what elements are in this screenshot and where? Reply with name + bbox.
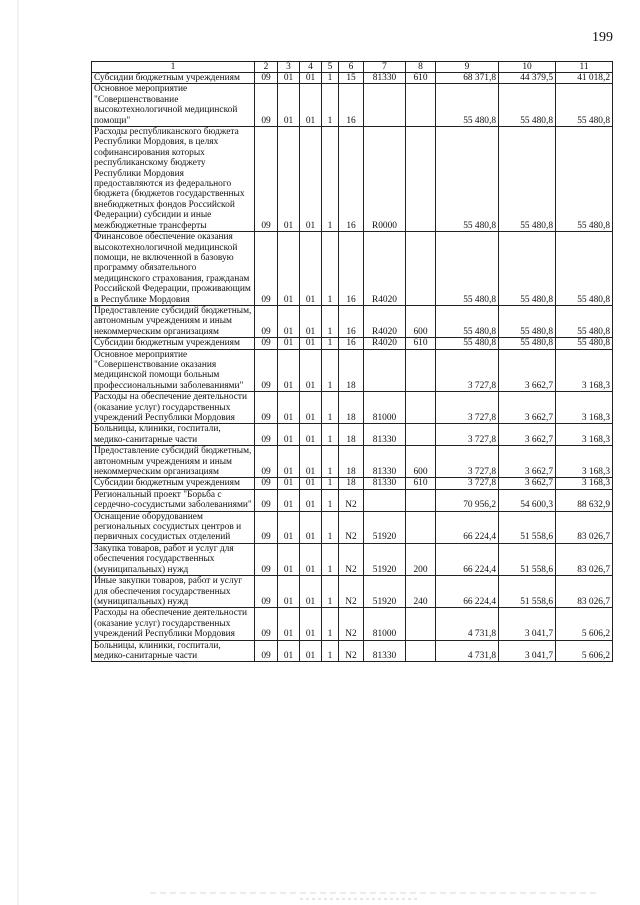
row-cell-c6: N2 [339, 608, 364, 640]
table-row [92, 543, 613, 575]
row-cell-c3: 01 [278, 640, 300, 662]
row-cell-c3: 01 [278, 608, 300, 640]
row-cell-c6: 16 [339, 305, 364, 337]
row-cell-c3: 01 [278, 73, 300, 84]
column-header: 5 [322, 62, 339, 73]
table-row [92, 232, 613, 306]
row-cell-c10: 55 480,8 [499, 127, 556, 232]
row-cell-c8 [406, 511, 436, 543]
row-cell-c7: R0000 [364, 127, 406, 232]
row-cell-c3: 01 [278, 511, 300, 543]
row-cell-c2: 09 [255, 127, 278, 232]
budget-table [91, 61, 613, 662]
row-cell-c9: 66 224,4 [436, 511, 499, 543]
row-cell-c11: 55 480,8 [556, 232, 613, 306]
table-row [92, 127, 613, 232]
row-cell-c9: 55 480,8 [436, 232, 499, 306]
row-cell-c11: 3 168,3 [556, 424, 613, 446]
row-cell-c7: 81000 [364, 608, 406, 640]
row-cell-c5: 1 [322, 127, 339, 232]
row-cell-c2: 09 [255, 305, 278, 337]
row-cell-c11: 83 026,7 [556, 543, 613, 575]
row-cell-c11: 88 632,9 [556, 489, 613, 511]
row-cell-c2: 09 [255, 576, 278, 608]
table-row [92, 392, 613, 424]
row-cell-c3: 01 [278, 478, 300, 489]
row-cell-c6: 18 [339, 349, 364, 392]
row-cell-c10: 55 480,8 [499, 305, 556, 337]
row-cell-c5: 1 [322, 392, 339, 424]
column-header: 8 [406, 62, 436, 73]
row-cell-c10: 3 662,7 [499, 478, 556, 489]
row-cell-c6: 18 [339, 478, 364, 489]
row-cell-c5: 1 [322, 305, 339, 337]
row-cell-c5: 1 [322, 349, 339, 392]
row-cell-c11: 83 026,7 [556, 511, 613, 543]
row-cell-c7: 81330 [364, 424, 406, 446]
row-cell-c6: 18 [339, 446, 364, 478]
row-cell-c8 [406, 424, 436, 446]
row-cell-c2: 09 [255, 84, 278, 127]
row-cell-c10: 3 662,7 [499, 446, 556, 478]
table-row [92, 576, 613, 608]
row-cell-c7: 81330 [364, 73, 406, 84]
row-cell-c2: 09 [255, 232, 278, 306]
table-row [92, 608, 613, 640]
column-header: 10 [499, 62, 556, 73]
row-cell-c11: 5 606,2 [556, 608, 613, 640]
table-row [92, 424, 613, 446]
column-header: 11 [556, 62, 613, 73]
row-cell-c7 [364, 349, 406, 392]
row-cell-c8 [406, 349, 436, 392]
row-cell-c6: 16 [339, 84, 364, 127]
row-cell-c11: 55 480,8 [556, 338, 613, 349]
row-cell-c5: 1 [322, 640, 339, 662]
row-cell-c6: N2 [339, 576, 364, 608]
row-cell-c6: N2 [339, 543, 364, 575]
row-cell-c3: 01 [278, 84, 300, 127]
row-cell-c8: 610 [406, 338, 436, 349]
row-cell-c3: 01 [278, 424, 300, 446]
row-cell-c9: 3 727,8 [436, 446, 499, 478]
row-cell-c2: 09 [255, 543, 278, 575]
column-header: 6 [339, 62, 364, 73]
row-cell-c7: 81000 [364, 392, 406, 424]
row-cell-c6: 18 [339, 424, 364, 446]
row-description: Основное мероприятие "Совершенствование высокотехнологичной медицинской помощи" [92, 84, 255, 127]
row-description: Региональный проект "Борьба с сердечно-сосудистыми заболеваниями" [92, 489, 255, 511]
row-cell-c9: 55 480,8 [436, 305, 499, 337]
row-cell-c10: 3 662,7 [499, 349, 556, 392]
row-cell-c3: 01 [278, 446, 300, 478]
row-cell-c8 [406, 232, 436, 306]
table-row [92, 489, 613, 511]
row-cell-c2: 09 [255, 338, 278, 349]
row-cell-c10: 51 558,6 [499, 576, 556, 608]
row-cell-c5: 1 [322, 511, 339, 543]
row-cell-c10: 3 041,7 [499, 608, 556, 640]
row-cell-c11: 41 018,2 [556, 73, 613, 84]
row-cell-c2: 09 [255, 640, 278, 662]
row-cell-c8: 600 [406, 305, 436, 337]
row-cell-c4: 01 [300, 127, 322, 232]
row-cell-c10: 3 662,7 [499, 424, 556, 446]
row-cell-c2: 09 [255, 73, 278, 84]
row-cell-c5: 1 [322, 576, 339, 608]
row-cell-c4: 01 [300, 640, 322, 662]
row-cell-c4: 01 [300, 576, 322, 608]
row-cell-c4: 01 [300, 511, 322, 543]
row-cell-c8: 240 [406, 576, 436, 608]
table-row [92, 73, 613, 84]
row-description: Предоставление субсидий бюджетным, автономным учреждениям и иным некоммерческим организациям [92, 305, 255, 337]
row-cell-c8: 600 [406, 446, 436, 478]
table-row [92, 640, 613, 662]
row-cell-c7: R4020 [364, 305, 406, 337]
row-cell-c4: 01 [300, 478, 322, 489]
row-cell-c6: N2 [339, 489, 364, 511]
row-cell-c11: 55 480,8 [556, 84, 613, 127]
row-cell-c10: 55 480,8 [499, 232, 556, 306]
table-row [92, 84, 613, 127]
row-cell-c6: N2 [339, 511, 364, 543]
row-cell-c5: 1 [322, 543, 339, 575]
row-cell-c4: 01 [300, 543, 322, 575]
row-description: Больницы, клиники, госпитали, медико-санитарные части [92, 424, 255, 446]
row-cell-c11: 5 606,2 [556, 640, 613, 662]
row-description: Расходы республиканского бюджета Республики Мордовия, в целях софинансирования которых республиканскому бюджету Республики Мордовия предоставляются из федерального бюджета (бюджетов государственных внебюджетных фондов Российской Федерации) субсидии и иные межбюджетные трансферты [92, 127, 255, 232]
row-cell-c2: 09 [255, 349, 278, 392]
row-cell-c7: R4020 [364, 338, 406, 349]
row-cell-c5: 1 [322, 424, 339, 446]
row-cell-c4: 01 [300, 392, 322, 424]
row-cell-c8: 610 [406, 73, 436, 84]
row-cell-c8 [406, 640, 436, 662]
row-cell-c5: 1 [322, 478, 339, 489]
row-cell-c6: 16 [339, 232, 364, 306]
table-row [92, 511, 613, 543]
row-cell-c6: 16 [339, 338, 364, 349]
row-cell-c8: 610 [406, 478, 436, 489]
row-cell-c6: 16 [339, 127, 364, 232]
row-cell-c11: 3 168,3 [556, 392, 613, 424]
row-cell-c9: 55 480,8 [436, 127, 499, 232]
row-cell-c3: 01 [278, 489, 300, 511]
table-row [92, 446, 613, 478]
row-cell-c2: 09 [255, 478, 278, 489]
table-header-row [92, 62, 613, 73]
row-cell-c8 [406, 127, 436, 232]
row-cell-c9: 3 727,8 [436, 392, 499, 424]
row-cell-c7 [364, 489, 406, 511]
row-cell-c9: 3 727,8 [436, 478, 499, 489]
row-description: Основное мероприятие "Совершенствование оказания медицинской помощи больным профессиональными заболеваниями" [92, 349, 255, 392]
row-cell-c7: 51920 [364, 576, 406, 608]
row-cell-c4: 01 [300, 338, 322, 349]
row-cell-c10: 51 558,6 [499, 511, 556, 543]
table-row [92, 478, 613, 489]
column-header: 3 [278, 62, 300, 73]
row-cell-c10: 51 558,6 [499, 543, 556, 575]
row-cell-c4: 01 [300, 84, 322, 127]
row-cell-c4: 01 [300, 305, 322, 337]
row-description: Субсидии бюджетным учреждениям [92, 478, 255, 489]
row-cell-c4: 01 [300, 489, 322, 511]
row-cell-c7: 51920 [364, 543, 406, 575]
row-cell-c5: 1 [322, 446, 339, 478]
row-description: Расходы на обеспечение деятельности (оказание услуг) государственных учреждений Республики Мордовия [92, 392, 255, 424]
row-cell-c4: 01 [300, 232, 322, 306]
row-cell-c3: 01 [278, 232, 300, 306]
row-cell-c9: 3 727,8 [436, 349, 499, 392]
row-cell-c2: 09 [255, 424, 278, 446]
row-cell-c6: 15 [339, 73, 364, 84]
row-cell-c3: 01 [278, 543, 300, 575]
row-cell-c3: 01 [278, 305, 300, 337]
row-cell-c10: 55 480,8 [499, 338, 556, 349]
row-cell-c5: 1 [322, 338, 339, 349]
row-description: Иные закупки товаров, работ и услуг для обеспечения государственных (муниципальных) нужд [92, 576, 255, 608]
row-cell-c11: 3 168,3 [556, 478, 613, 489]
row-cell-c3: 01 [278, 338, 300, 349]
row-description: Финансовое обеспечение оказания высокотехнологичной медицинской помощи, не включенной в базовую программу обязательного медицинского страхования, гражданам Российской Федерации, проживающим в Республике Мордовия [92, 232, 255, 306]
row-cell-c2: 09 [255, 489, 278, 511]
row-cell-c7: R4020 [364, 232, 406, 306]
row-cell-c4: 01 [300, 446, 322, 478]
row-cell-c4: 01 [300, 349, 322, 392]
row-cell-c9: 4 731,8 [436, 608, 499, 640]
row-cell-c11: 83 026,7 [556, 576, 613, 608]
row-cell-c5: 1 [322, 232, 339, 306]
row-cell-c2: 09 [255, 511, 278, 543]
table-row [92, 338, 613, 349]
row-cell-c4: 01 [300, 608, 322, 640]
row-cell-c2: 09 [255, 392, 278, 424]
row-cell-c4: 01 [300, 424, 322, 446]
row-cell-c8 [406, 84, 436, 127]
row-description: Больницы, клиники, госпитали, медико-санитарные части [92, 640, 255, 662]
row-cell-c8 [406, 392, 436, 424]
table-body [92, 73, 613, 662]
row-cell-c3: 01 [278, 392, 300, 424]
page-number: 199 [592, 30, 613, 45]
row-cell-c9: 55 480,8 [436, 338, 499, 349]
row-cell-c7: 81330 [364, 478, 406, 489]
row-cell-c10: 54 600,3 [499, 489, 556, 511]
row-cell-c6: 18 [339, 392, 364, 424]
row-description: Расходы на обеспечение деятельности (оказание услуг) государственных учреждений Республики Мордовия [92, 608, 255, 640]
column-header: 9 [436, 62, 499, 73]
table-row [92, 349, 613, 392]
row-cell-c10: 3 041,7 [499, 640, 556, 662]
row-description: Закупка товаров, работ и услуг для обеспечения государственных (муниципальных) нужд [92, 543, 255, 575]
row-cell-c5: 1 [322, 489, 339, 511]
row-cell-c9: 3 727,8 [436, 424, 499, 446]
column-header: 4 [300, 62, 322, 73]
row-cell-c10: 3 662,7 [499, 392, 556, 424]
column-header: 7 [364, 62, 406, 73]
row-cell-c7: 51920 [364, 511, 406, 543]
row-cell-c10: 55 480,8 [499, 84, 556, 127]
row-cell-c9: 66 224,4 [436, 576, 499, 608]
row-cell-c5: 1 [322, 73, 339, 84]
row-cell-c8 [406, 608, 436, 640]
column-header: 2 [255, 62, 278, 73]
row-cell-c5: 1 [322, 608, 339, 640]
row-cell-c11: 3 168,3 [556, 446, 613, 478]
row-description: Субсидии бюджетным учреждениям [92, 73, 255, 84]
column-header: 1 [92, 62, 255, 73]
row-description: Оснащение оборудованием региональных сосудистых центров и первичных сосудистых отделений [92, 511, 255, 543]
row-cell-c11: 55 480,8 [556, 127, 613, 232]
row-cell-c9: 66 224,4 [436, 543, 499, 575]
row-cell-c2: 09 [255, 608, 278, 640]
row-cell-c2: 09 [255, 446, 278, 478]
row-cell-c8: 200 [406, 543, 436, 575]
row-cell-c4: 01 [300, 73, 322, 84]
row-cell-c6: N2 [339, 640, 364, 662]
row-cell-c7 [364, 84, 406, 127]
row-cell-c7: 81330 [364, 640, 406, 662]
row-cell-c3: 01 [278, 127, 300, 232]
row-cell-c8 [406, 489, 436, 511]
row-cell-c7: 81330 [364, 446, 406, 478]
row-cell-c3: 01 [278, 349, 300, 392]
row-description: Субсидии бюджетным учреждениям [92, 338, 255, 349]
row-cell-c9: 68 371,8 [436, 73, 499, 84]
row-description: Предоставление субсидий бюджетным, автономным учреждениям и иным некоммерческим организациям [92, 446, 255, 478]
row-cell-c3: 01 [278, 576, 300, 608]
row-cell-c10: 44 379,5 [499, 73, 556, 84]
row-cell-c9: 70 956,2 [436, 489, 499, 511]
row-cell-c11: 3 168,3 [556, 349, 613, 392]
row-cell-c5: 1 [322, 84, 339, 127]
row-cell-c11: 55 480,8 [556, 305, 613, 337]
row-cell-c9: 55 480,8 [436, 84, 499, 127]
table-row [92, 305, 613, 337]
row-cell-c9: 4 731,8 [436, 640, 499, 662]
